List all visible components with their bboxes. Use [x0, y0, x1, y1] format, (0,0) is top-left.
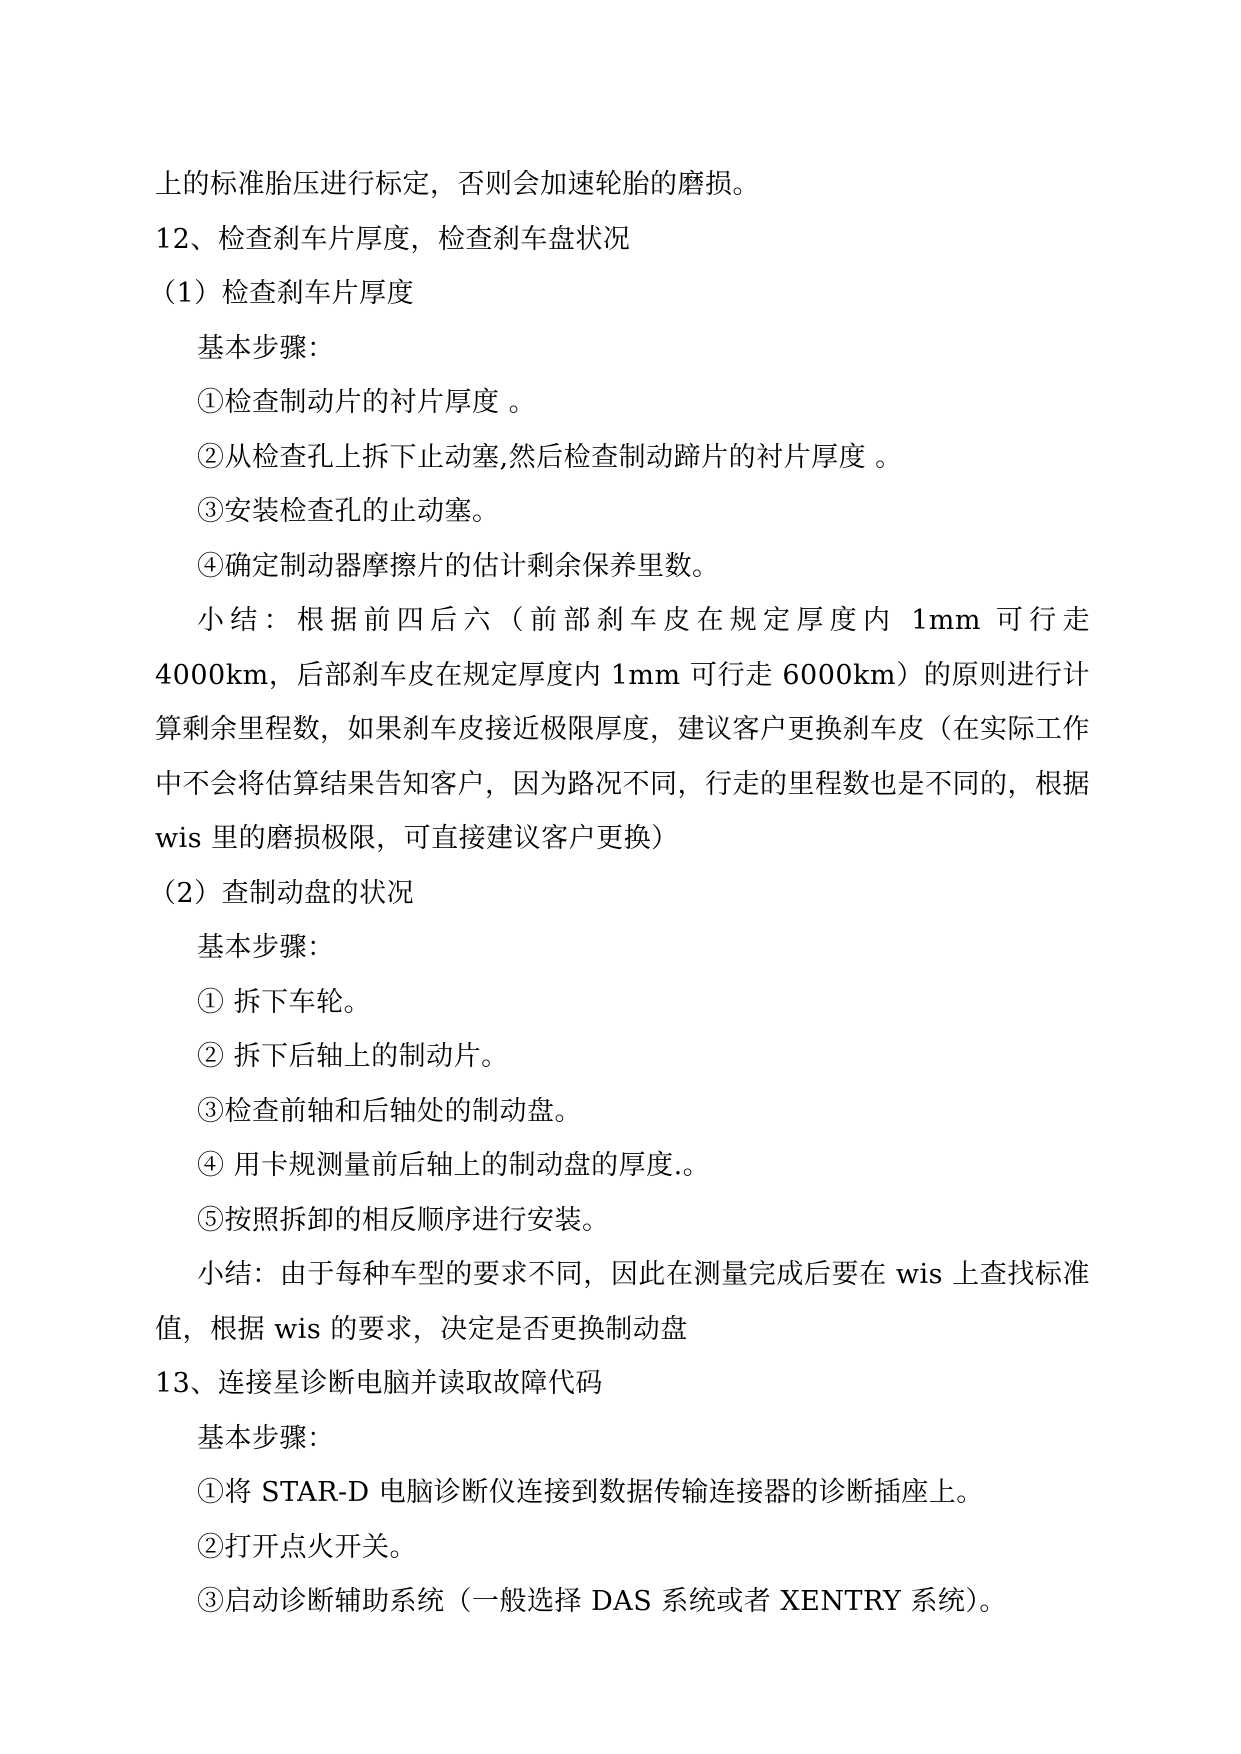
- step-item: ②打开点火开关。: [197, 1531, 417, 1563]
- subsection-heading-brake-disc: （2）查制动盘的状况: [149, 877, 415, 909]
- summary-paragraph: 小结：由于每种车型的要求不同，因此在测量完成后要在 wis 上查找标准值，根据 wis 的要求，决定是否更换制动盘: [155, 1259, 1090, 1345]
- step-item: ④ 用卡规测量前后轴上的制动盘的厚度.。: [197, 1150, 711, 1181]
- section-heading-12: 12、检查刹车片厚度，检查刹车盘状况: [155, 223, 631, 255]
- summary-paragraph: 小结：根据前四后六（前部刹车皮在规定厚度内 1mm 可行走 4000km，后部刹车皮在规定厚度内 1mm 可行走 6000km）的原则进行计算剩余里程数，如果刹车皮接近极限厚度，建议客户更换刹车皮（在实际工作中不会将估算结果告知客户，因为路况不同，行走的里程数也是不同的，根据 wis 里的磨损极限，可直接建议客户更换）: [155, 605, 1090, 854]
- step-item: ④确定制动器摩擦片的估计剩余保养里数。: [197, 550, 720, 582]
- steps-label: 基本步骤：: [197, 332, 335, 364]
- steps-label: 基本步骤：: [197, 932, 335, 963]
- step-item: ⑤按照拆卸的相反顺序进行安装。: [197, 1204, 610, 1236]
- step-item: ② 拆下后轴上的制动片。: [197, 1041, 509, 1072]
- step-item: ②从检查孔上拆下止动塞,然后检查制动蹄片的衬片厚度 。: [197, 441, 903, 473]
- step-item: ③启动诊断辅助系统（一般选择 DAS 系统或者 XENTRY 系统）。: [197, 1586, 1007, 1617]
- subsection-heading-brake-pad: （1）检查刹车片厚度: [149, 278, 415, 309]
- step-item: ①检查制动片的衬片厚度 。: [197, 387, 537, 418]
- continuation-text: 上的标准胎压进行标定，否则会加速轮胎的磨损。: [155, 169, 760, 200]
- step-item: ③安装检查孔的止动塞。: [197, 496, 500, 527]
- step-item: ①将 STAR-D 电脑诊断仪连接到数据传输连接器的诊断插座上。: [197, 1477, 984, 1508]
- section-heading-13: 13、连接星诊断电脑并读取故障代码: [155, 1368, 603, 1399]
- step-item: ① 拆下车轮。: [197, 986, 372, 1018]
- steps-label: 基本步骤：: [197, 1422, 335, 1454]
- document-body: [149, 158, 1090, 1630]
- step-item: ③检查前轴和后轴处的制动盘。: [197, 1095, 582, 1127]
